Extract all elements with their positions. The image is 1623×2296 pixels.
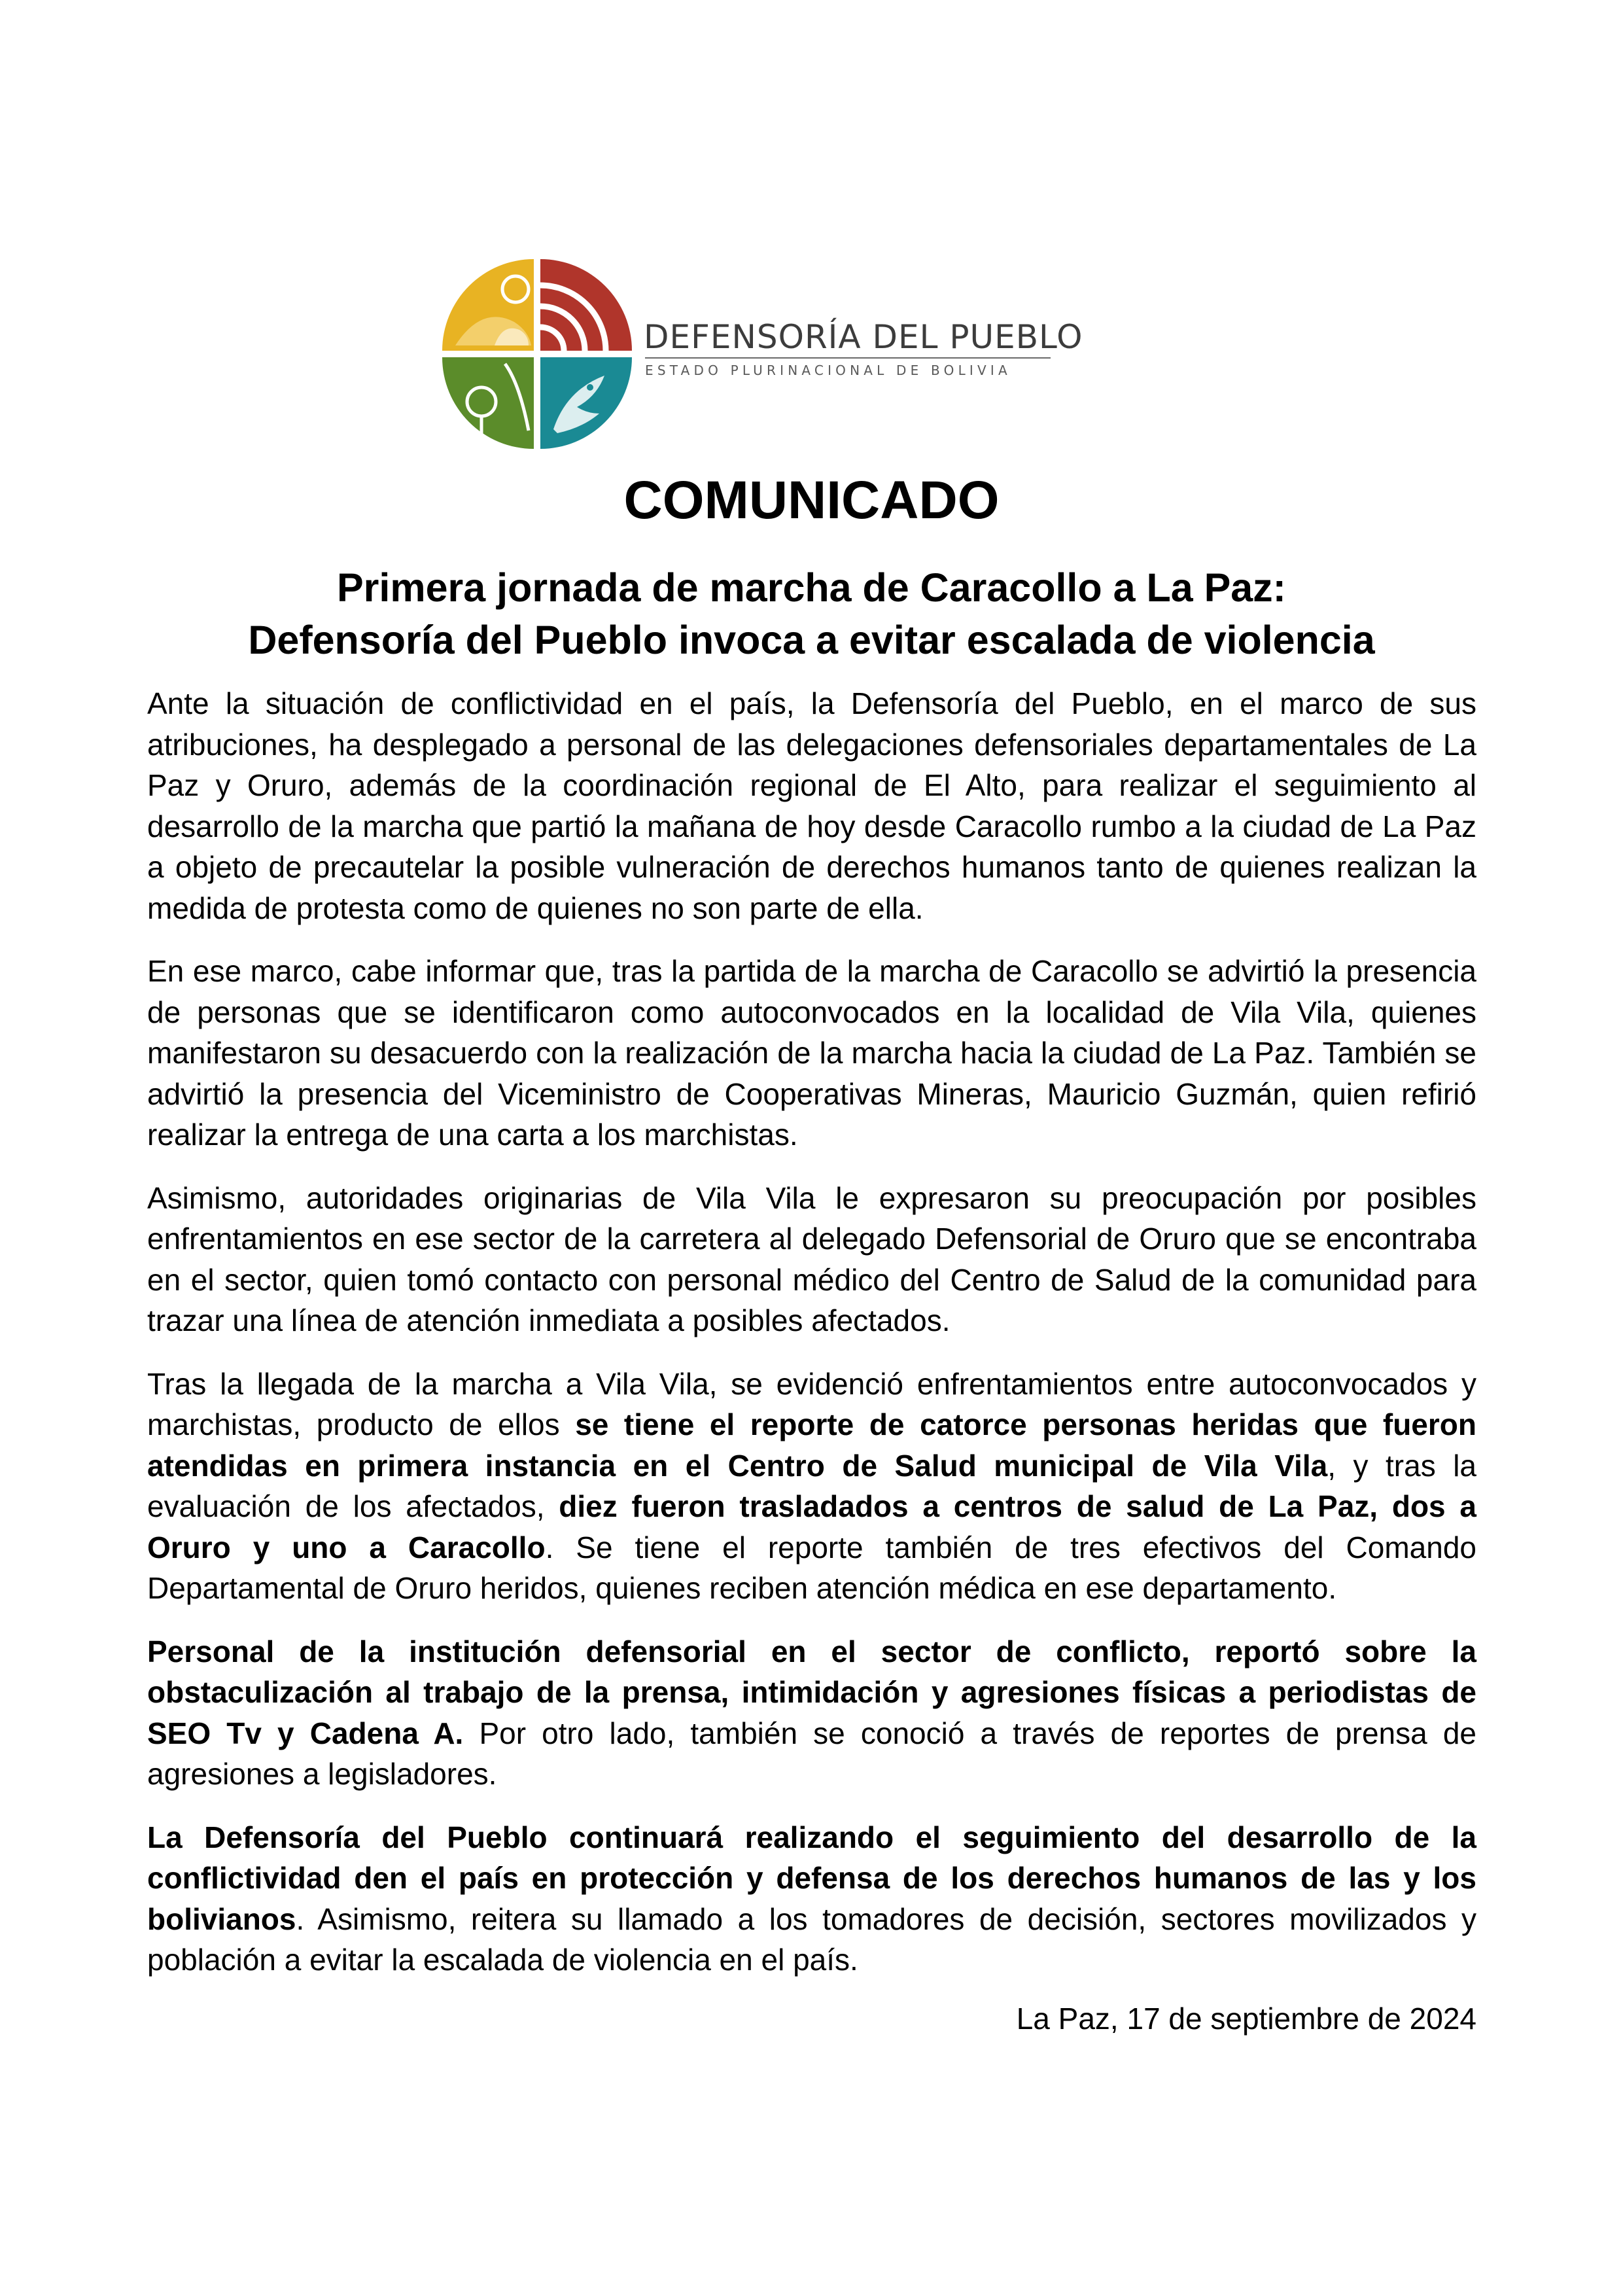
logo-subtitle: ESTADO PLURINACIONAL DE BOLIVIA — [645, 362, 1011, 378]
paragraph-6-text-1: . Asimismo, reitera su llamado a los tomadores de decisión, sectores movilizados y población a evitar la escalada de violencia en el país. — [147, 1901, 1476, 1977]
paragraph-6 — [147, 1817, 1476, 1981]
paragraph-6-bold-1: La Defensoría del Pueblo continuará realizando el seguimiento del desarrollo de la conflictividad den el país en protección y defensa de los derechos humanos de las y los bolivianos — [147, 1820, 1476, 1936]
subheading-line-2: Defensoría del Pueblo invoca a evitar escalada de violencia — [248, 618, 1375, 662]
document-date: La Paz, 17 de septiembre de 2024 — [1016, 2002, 1476, 2036]
document-body — [147, 683, 1476, 2003]
paragraph-4-text-2: , y tras la evaluación de los afectados, — [147, 1448, 1477, 1523]
logo-divider — [645, 357, 1051, 359]
paragraph-5-bold-1: Personal de la institución defensorial en el sector de conflicto, reportó sobre la obstaculización al trabajo de la prensa, intimidación y agresiones físicas a periodistas de SEO Tv y Cadena A. — [147, 1634, 1476, 1750]
logo-title: DEFENSORÍA DEL PUEBLO — [644, 318, 1083, 356]
paragraph-3: Asimismo, autoridades originarias de Vila Vila le expresaron su preocupación por posibles enfrentamientos en ese sector de la carretera al delegado Defensorial de Oruro que se encontraba en el sector, quien tomó contacto con personal médico del Centro de Salud de la comunidad para trazar una línea de atención inmediata a posibles afectados. — [147, 1180, 1476, 1337]
institution-logo — [442, 259, 1096, 449]
paragraph-5 — [147, 1631, 1476, 1795]
subheading-line-1: Primera jornada de marcha de Caracollo a La Paz: — [336, 565, 1286, 610]
document-subheading — [0, 561, 1623, 666]
defensoria-emblem-icon — [442, 259, 632, 449]
paragraph-4-text-1: Tras la llegada de la marcha a Vila Vila, se evidenció enfrentamientos entre autoconvocados y marchistas, producto de ellos — [147, 1366, 1476, 1441]
paragraph-4-bold-2: diez fueron trasladados a centros de salud de La Paz, dos a Oruro y uno a Caracollo — [147, 1489, 1476, 1564]
paragraph-4-bold-1: se tiene el reporte de catorce personas heridas que fueron atendidas en primera instancia en el Centro de Salud municipal de Vila Vila — [147, 1407, 1476, 1483]
document-heading: COMUNICADO — [623, 470, 1000, 530]
paragraph-5-text-1: Por otro lado, también se conoció a través de reportes de prensa de agresiones a legisladores. — [147, 1716, 1476, 1791]
paragraph-4 — [147, 1364, 1476, 1609]
paragraph-2: En ese marco, cabe informar que, tras la partida de la marcha de Caracollo se advirtió la presencia de personas que se identificaron como autoconvocados en la localidad de Vila Vila, quienes manifestaron su desacuerdo con la realización de la marcha hacia la ciudad de La Paz. También se advirtió la presencia del Viceministro de Cooperativas Mineras, Mauricio Guzmán, quien refirió realizar la entrega de una carta a los marchistas. — [147, 954, 1476, 1152]
paragraph-4-text-3: . Se tiene el reporte también de tres efectivos del Comando Departamental de Oruro heridos, quienes reciben atención médica en ese departamento. — [147, 1530, 1476, 1605]
paragraph-1: Ante la situación de conflictividad en el país, la Defensoría del Pueblo, en el marco de sus atribuciones, ha desplegado a personal de las delegaciones defensoriales departamentales de La Paz y Oruro, además de la coordinación regional de El Alto, para realizar el seguimiento al desarrollo de la marcha que partió la mañana de hoy desde Caracollo rumbo a la ciudad de La Paz a objeto de precautelar la posible vulneración de derechos humanos tanto de quienes realizan la medida de protesta como de quienes no son parte de ella. — [147, 686, 1476, 925]
